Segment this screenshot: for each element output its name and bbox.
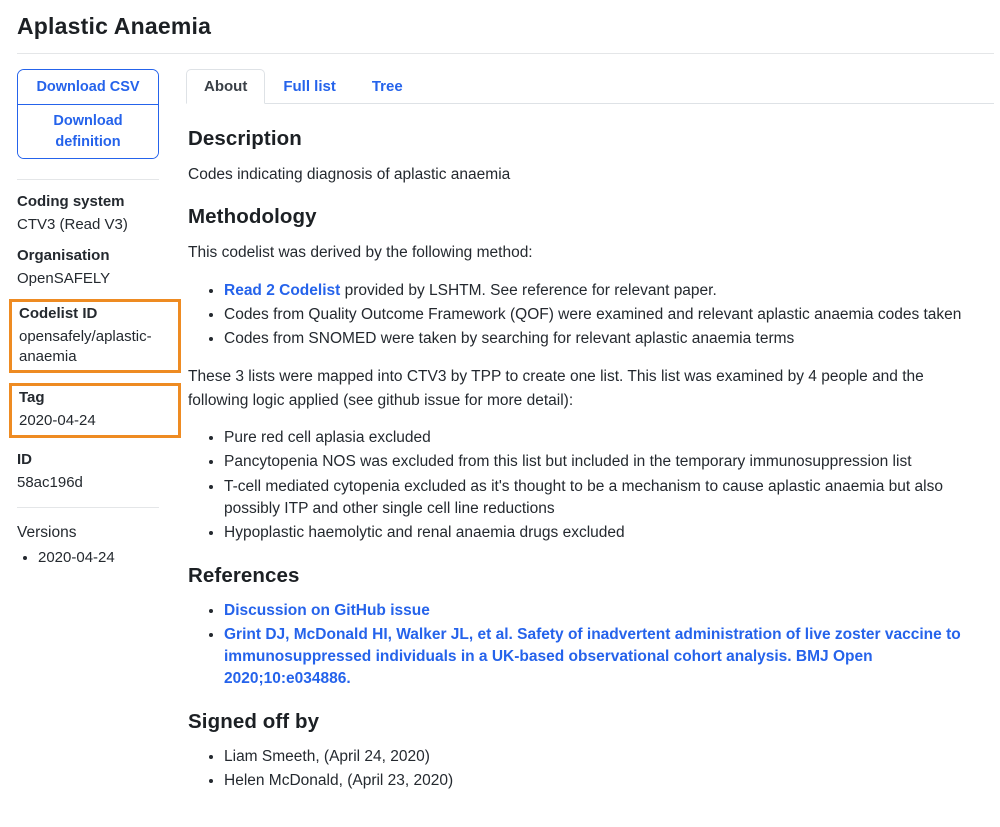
list-item bbox=[224, 624, 981, 691]
references-list bbox=[188, 600, 981, 691]
list-item-text: provided by LSHTM. See reference for relevant paper. bbox=[340, 281, 717, 299]
codelist-id-value: opensafely/aplastic-anaemia bbox=[19, 327, 152, 365]
github-issue-link[interactable]: Discussion on GitHub issue bbox=[224, 601, 430, 619]
description-heading: Description bbox=[188, 127, 302, 150]
id-value: 58ac196d bbox=[17, 473, 83, 491]
list-item: • Liam Smeeth, (April 24, 2020) bbox=[224, 746, 981, 768]
methodology-list bbox=[188, 280, 981, 351]
list-item: • Codes from SNOMED were taken by searching for relevant aplastic anaemia terms bbox=[224, 328, 981, 350]
signed-off-list bbox=[188, 746, 981, 793]
id-label: ID bbox=[17, 451, 32, 469]
tag-value: 2020-04-24 bbox=[19, 412, 96, 430]
sidebar bbox=[17, 69, 159, 572]
list-item: • Helen McDonald, (April 23, 2020) bbox=[224, 770, 981, 792]
tab-bar bbox=[186, 69, 994, 104]
about-tab-panel bbox=[186, 104, 981, 792]
tab-about[interactable]: About bbox=[186, 69, 265, 104]
list-item bbox=[224, 280, 981, 302]
tab-full-list[interactable]: Full list bbox=[283, 78, 336, 95]
sidebar-divider bbox=[17, 179, 159, 180]
signed-off-heading: Signed off by bbox=[188, 709, 320, 733]
versions-heading: Versions bbox=[17, 523, 77, 541]
references-heading: References bbox=[188, 563, 300, 587]
description-text: Codes indicating diagnosis of aplastic anaemia bbox=[188, 166, 511, 183]
highlight-box-tag bbox=[9, 383, 181, 438]
tag-label: Tag bbox=[19, 389, 45, 407]
organisation-value: OpenSAFELY bbox=[17, 270, 111, 288]
list-item bbox=[224, 600, 981, 622]
list-item: • Pure red cell aplasia excluded bbox=[224, 427, 981, 449]
download-button-group bbox=[17, 69, 159, 159]
version-item[interactable]: • 2020-04-24 bbox=[38, 548, 159, 568]
page-title: Aplastic Anaemia bbox=[17, 13, 212, 39]
page-layout bbox=[17, 69, 994, 807]
title-divider bbox=[17, 53, 994, 54]
metadata-list bbox=[17, 192, 159, 493]
download-csv-button[interactable]: Download CSV bbox=[18, 70, 158, 104]
methodology-intro: This codelist was derived by the following method: bbox=[188, 244, 533, 262]
coding-system-label: Coding system bbox=[17, 192, 125, 210]
coding-system-value: CTV3 (Read V3) bbox=[17, 215, 128, 233]
list-item: • Pancytopenia NOS was excluded from this list but included in the temporary immunosuppression list bbox=[224, 451, 981, 473]
methodology-heading: Methodology bbox=[188, 205, 317, 229]
bmj-paper-link[interactable]: Grint DJ, McDonald HI, Walker JL, et al. Safety of inadvertent administration of live zoster vaccine to immunosuppressed individuals in a UK-based observational cohort analysis. BMJ Open 2020;10:e034886. bbox=[224, 625, 961, 688]
codelist-id-label: Codelist ID bbox=[19, 305, 98, 323]
highlight-box-codelist-id bbox=[9, 299, 181, 373]
list-item: • T-cell mediated cytopenia excluded as it's thought to be a mechanism to cause aplastic anaemia but also possibly ITP and other single cell line reductions bbox=[224, 476, 981, 521]
mapping-note: These 3 lists were mapped into CTV3 by TPP to create one list. This list was examined by 4 people and the following logic applied (see github issue for more detail): bbox=[188, 368, 924, 409]
download-definition-button[interactable]: Download definition bbox=[18, 104, 158, 158]
logic-list bbox=[188, 427, 981, 545]
main-content bbox=[186, 69, 994, 807]
organisation-label: Organisation bbox=[17, 247, 110, 265]
sidebar-divider-2 bbox=[17, 507, 159, 508]
tab-tree[interactable]: Tree bbox=[371, 78, 403, 95]
list-item: • Codes from Quality Outcome Framework (QOF) were examined and relevant aplastic anaemia codes taken bbox=[224, 304, 981, 326]
list-item: • Hypoplastic haemolytic and renal anaemia drugs excluded bbox=[224, 522, 981, 544]
versions-list bbox=[17, 548, 159, 568]
read-2-codelist-link[interactable]: Read 2 Codelist bbox=[224, 281, 341, 299]
